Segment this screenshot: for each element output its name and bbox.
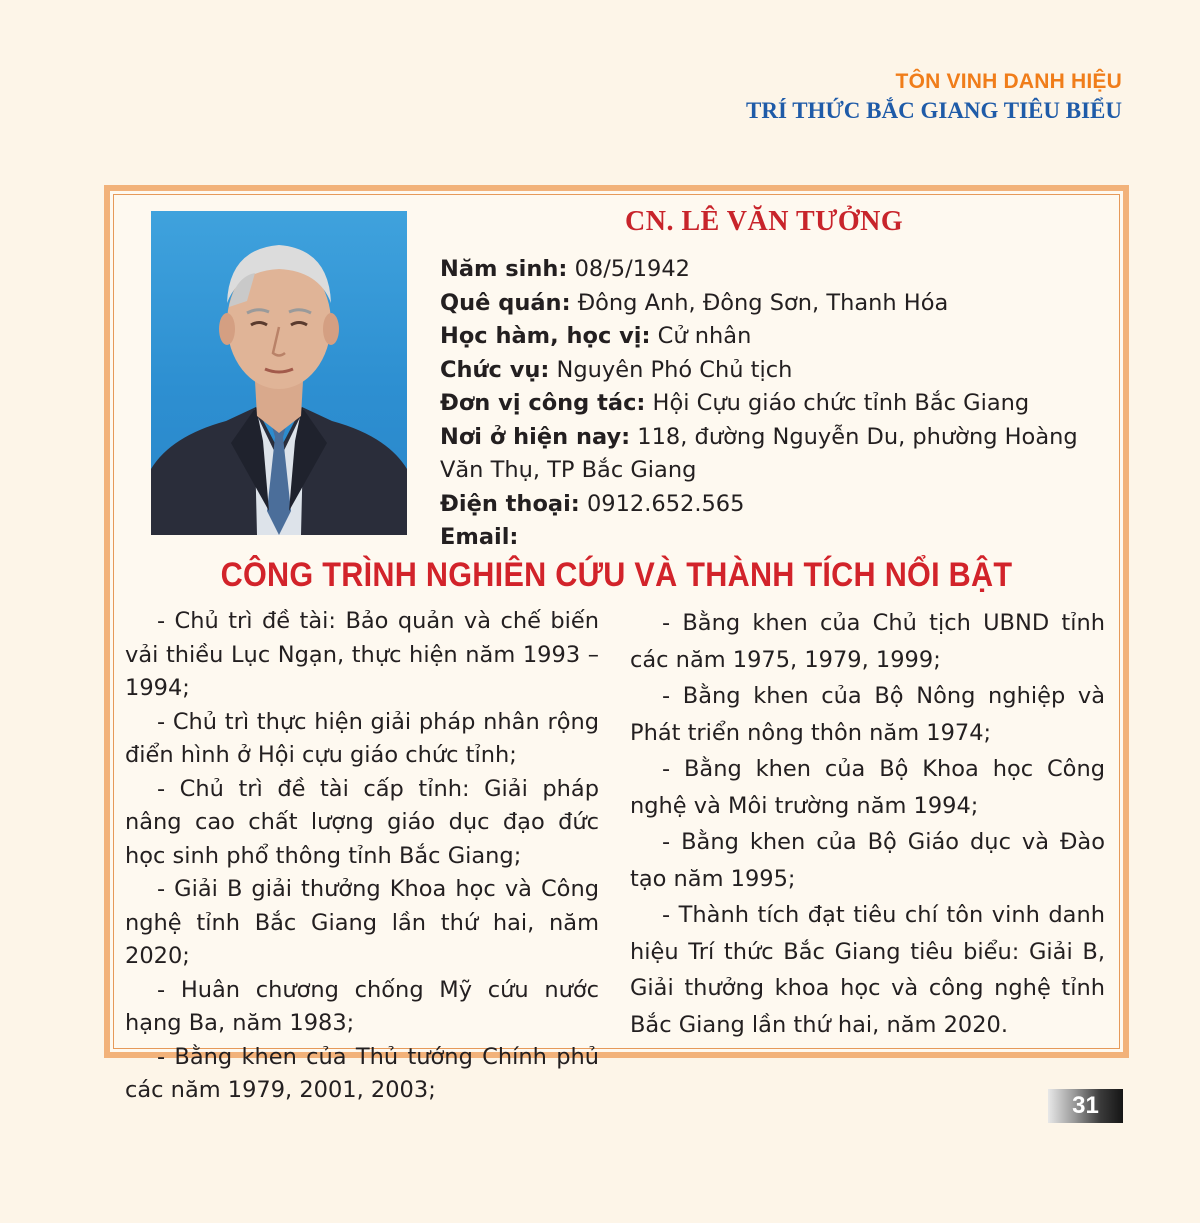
profile-info xyxy=(440,253,1120,555)
achievements-left-column xyxy=(125,605,599,1108)
workplace-value: Hội Cựu giáo chức tỉnh Bắc Giang xyxy=(645,390,1030,416)
list-item: - Bằng khen của Thủ tướng Chính phủ các năm 1979, 2001, 2003; xyxy=(125,1043,599,1103)
list-item: - Chủ trì thực hiện giải pháp nhân rộng điển hình ở Hội cựu giáo chức tỉnh; xyxy=(125,708,599,768)
phone-value: 0912.652.565 xyxy=(579,490,745,517)
degree-label: Học hàm, học vị: xyxy=(440,323,651,349)
birth-year-value: 08/5/1942 xyxy=(567,256,690,282)
position-label: Chức vụ: xyxy=(440,356,550,383)
email-row xyxy=(440,521,1120,555)
list-item: - Huân chương chống Mỹ cứu nước hạng Ba, năm 1983; xyxy=(125,976,599,1036)
hometown-row xyxy=(440,287,1120,321)
portrait-photo xyxy=(151,211,407,535)
achievements-right-column xyxy=(630,605,1105,1043)
list-item: - Bằng khen của Bộ Nông nghiệp và Phát triển nông thôn năm 1974; xyxy=(630,683,1105,746)
person-name: CN. LÊ VĂN TƯỞNG xyxy=(625,206,904,237)
hometown-label: Quê quán: xyxy=(440,289,571,316)
degree-row xyxy=(440,320,1120,354)
address-value: 118, đường Nguyễn Du, phường Hoàng Văn Thụ, TP Bắc Giang xyxy=(440,423,1078,483)
portrait-illustration xyxy=(151,211,407,535)
list-item: - Chủ trì đề tài cấp tỉnh: Giải pháp nâng cao chất lượng giáo dục đạo đức học sinh phổ thông tỉnh Bắc Giang; xyxy=(125,775,599,869)
birth-year-label: Năm sinh: xyxy=(440,256,568,282)
address-label: Nơi ở hiện nay: xyxy=(440,423,631,450)
list-item: - Bằng khen của Bộ Khoa học Công nghệ và Môi trường năm 1994; xyxy=(630,756,1105,819)
header-line-2: TRÍ THỨC BẮC GIANG TIÊU BIỂU xyxy=(746,98,1122,123)
list-item: - Bằng khen của Bộ Giáo dục và Đào tạo năm 1995; xyxy=(630,829,1105,892)
header-line-1: TÔN VINH DANH HIỆU xyxy=(895,70,1122,93)
list-item: - Thành tích đạt tiêu chí tôn vinh danh hiệu Trí thức Bắc Giang tiêu biểu: Giải B, Giải thưởng khoa học và công nghệ tỉnh Bắc Giang lần thứ hai, năm 2020. xyxy=(630,902,1105,1038)
hometown-value: Đông Anh, Đông Sơn, Thanh Hóa xyxy=(570,289,949,316)
list-item: - Bằng khen của Chủ tịch UBND tỉnh các năm 1975, 1979, 1999; xyxy=(630,610,1105,673)
position-value: Nguyên Phó Chủ tịch xyxy=(549,356,793,383)
page-number: 31 xyxy=(1048,1089,1123,1123)
workplace-label: Đơn vị công tác: xyxy=(440,390,646,416)
position-row xyxy=(440,354,1120,388)
address-row xyxy=(440,421,1120,488)
phone-row xyxy=(440,488,1120,522)
section-title: CÔNG TRÌNH NGHIÊN CỨU VÀ THÀNH TÍCH NỔI BẬT xyxy=(220,556,1013,594)
degree-value: Cử nhân xyxy=(650,323,752,349)
birth-year-row xyxy=(440,253,1120,287)
workplace-row xyxy=(440,387,1120,421)
phone-label: Điện thoại: xyxy=(440,490,580,517)
list-item: - Chủ trì đề tài: Bảo quản và chế biến vải thiều Lục Ngạn, thực hiện năm 1993 – 1994; xyxy=(125,608,599,701)
list-item: - Giải B giải thưởng Khoa học và Công nghệ tỉnh Bắc Giang lần thứ hai, năm 2020; xyxy=(125,876,599,969)
email-label: Email: xyxy=(440,524,519,550)
